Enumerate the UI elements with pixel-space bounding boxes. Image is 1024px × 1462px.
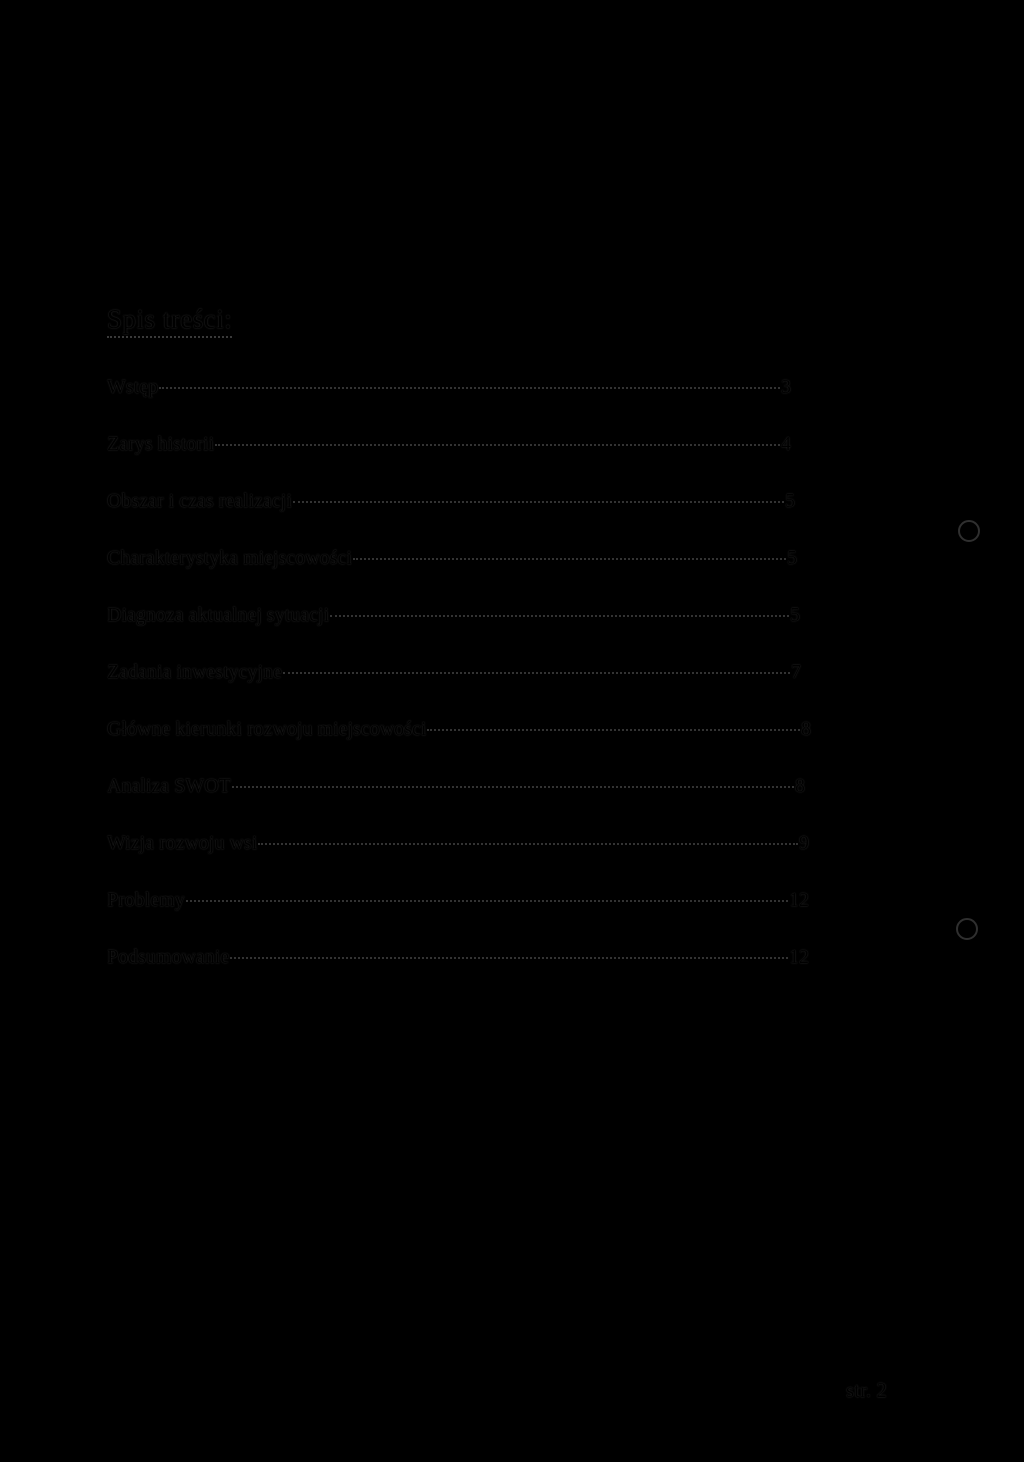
- toc-leader-dots: [215, 444, 780, 446]
- toc-entry-label: Podsumowanie: [107, 946, 230, 968]
- toc-entry-page: 4: [781, 433, 791, 455]
- toc-entry-label: Obszar i czas realizacji: [107, 490, 292, 512]
- toc-entry-swot[interactable]: [107, 775, 805, 807]
- toc-entry-page: 5: [790, 604, 800, 626]
- toc-entry-label: Problemy: [107, 889, 185, 911]
- toc-entry-label: Główne kierunki rozwoju miejscowości: [107, 718, 427, 740]
- toc-leader-dots: [353, 558, 786, 560]
- toc-entry-page: 12: [789, 889, 809, 911]
- toc-entry-page: 12: [789, 946, 809, 968]
- toc-entry-podsumowanie[interactable]: [107, 946, 809, 978]
- toc-entry-label: Wstęp: [107, 376, 159, 398]
- toc-entry-page: 5: [787, 547, 797, 569]
- punch-hole-lower: [956, 918, 978, 940]
- toc-leader-dots: [232, 786, 794, 788]
- punch-hole-upper: [958, 520, 980, 542]
- toc-entry-wizja[interactable]: [107, 832, 809, 864]
- toc-entry-problemy[interactable]: [107, 889, 809, 921]
- toc-entry-charakterystyka[interactable]: [107, 547, 797, 579]
- toc-entry-label: Wizja rozwoju wsi: [107, 832, 258, 854]
- toc-leader-dots: [283, 672, 790, 674]
- toc-entry-wstep[interactable]: [107, 376, 791, 408]
- page-number: str. 2: [846, 1378, 887, 1402]
- toc-entry-page: 8: [795, 775, 805, 797]
- toc-entry-kierunki[interactable]: [107, 718, 811, 750]
- toc-entry-page: 9: [799, 832, 809, 854]
- toc-leader-dots: [258, 843, 798, 845]
- toc-title: Spis treści:: [107, 304, 232, 338]
- toc-entry-page: 5: [785, 490, 795, 512]
- toc-entry-label: Zarys historii: [107, 433, 215, 455]
- toc-entry-label: Zadania inwestycyjne: [107, 661, 282, 683]
- toc-entry-page: 8: [801, 718, 811, 740]
- toc-entry-page: 3: [781, 376, 791, 398]
- toc-entry-obszar[interactable]: [107, 490, 795, 522]
- toc-leader-dots: [186, 900, 788, 902]
- toc-leader-dots: [293, 501, 784, 503]
- toc-entry-page: 7: [791, 661, 801, 683]
- toc-entry-diagnoza[interactable]: [107, 604, 800, 636]
- toc-leader-dots: [427, 729, 800, 731]
- toc-entry-label: Charakterystyka miejscowości: [107, 547, 352, 569]
- toc-entry-label: Analiza SWOT: [107, 775, 231, 797]
- toc-entry-label: Diagnoza aktualnej sytuacji: [107, 604, 330, 626]
- toc-entry-zarys-historii[interactable]: [107, 433, 791, 465]
- toc-entry-zadania[interactable]: [107, 661, 801, 693]
- toc-leader-dots: [330, 615, 789, 617]
- toc-leader-dots: [230, 957, 788, 959]
- toc-leader-dots: [159, 387, 780, 389]
